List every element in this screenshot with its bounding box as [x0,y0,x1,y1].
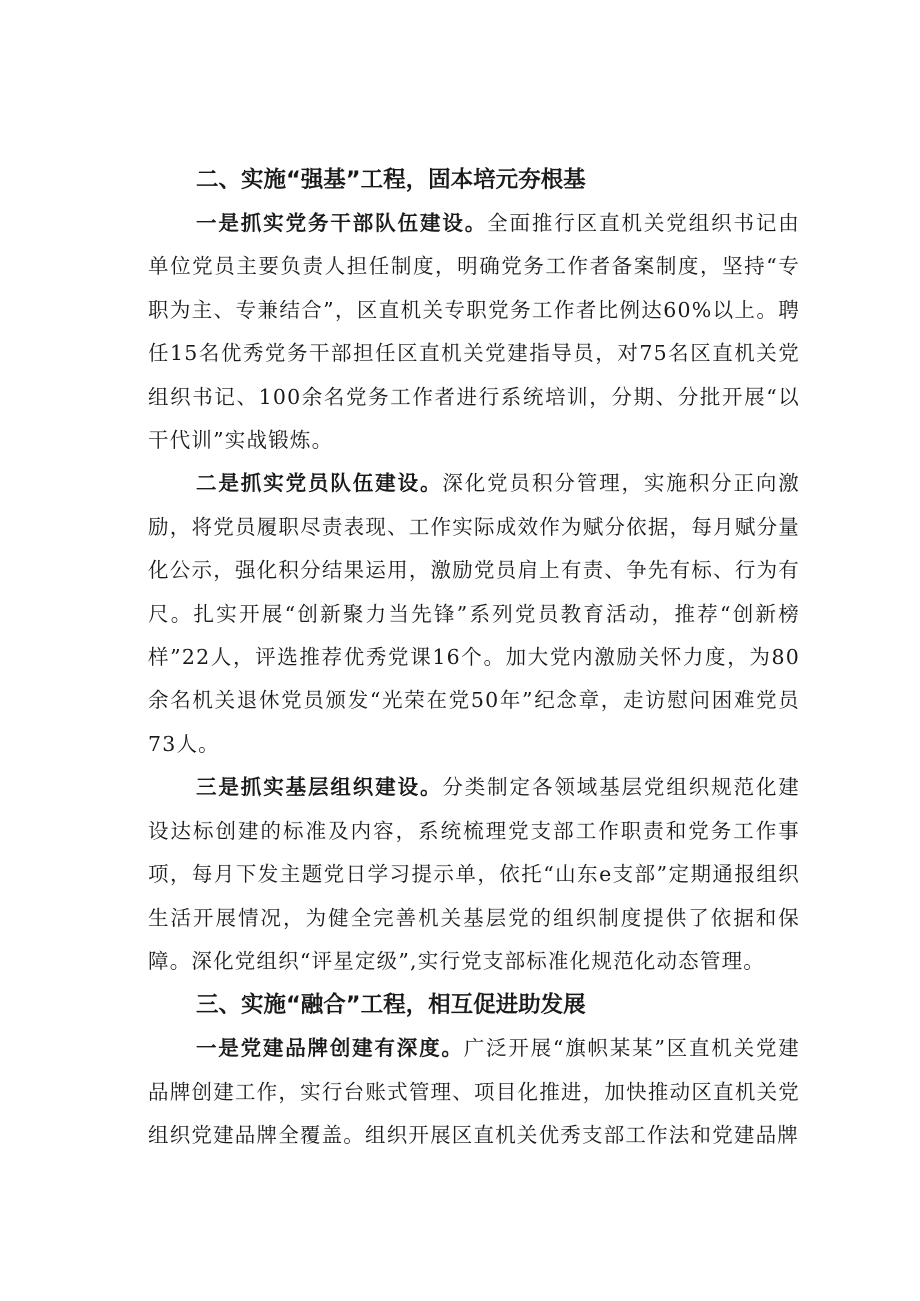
paragraph-grassroots-organizations [148,766,800,983]
paragraph-lead: 三是抓实基层组织建设。 [196,775,443,800]
section-heading-integration: 三、实施“融合”工程，相互促进助发展 [196,992,586,1019]
section-heading-strong-foundation: 二、实施“强基”工程，固本培元夯根基 [196,167,586,193]
paragraph-party-members [148,462,800,766]
paragraph-body: 全面推行区直机关党组织书记由单位党员主要负责人担任制度，明确党务工作者备案制度，坚持“专职为主、专兼结合”，区直机关专职党务工作者比例达60%以上。聘任15名优秀党务干部担任区直机关党建指导员，对75名区直机关党组织书记、100余名党务工作者进行系统培训，分期、分批开展“以干代训”实战锻炼。 [148,211,800,453]
paragraph-body: 深化党员积分管理，实施积分正向激励，将党员履职尽责表现、工作实际成效作为赋分依据，每月赋分量化公示，强化积分结果运用，激励党员肩上有责、争先有标、行为有尺。扎实开展“创新聚力当先锋”系列党员教育活动，推荐“创新榜样”22人，评选推荐优秀党课16个。加大党内激励关怀力度，为80余名机关退休党员颁发“光荣在党50年”纪念章，走访慰问困难党员73人。 [148,471,800,756]
paragraph-party-brand [148,1027,800,1157]
paragraph-lead: 一是抓实党务干部队伍建设。 [196,211,488,235]
document-body [148,158,800,1158]
paragraph-lead: 二是抓实党员队伍建设。 [196,471,443,496]
paragraph-lead: 一是党建品牌创建有深度。 [196,1036,464,1061]
paragraph-body: 分类制定各领域基层党组织规范化建设达标创建的标准及内容，系统梳理党支部工作职责和党务工作事项，每月下发主题党日学习提示单，依托“山东e支部”定期通报组织生活开展情况，为健全完善机关基层党的组织制度提供了依据和保障。深化党组织“评星定级”,实行党支部标准化规范化动态管理。 [148,775,800,973]
paragraph-party-cadres [148,202,800,462]
paragraph-body: 广泛开展“旗帜某某”区直机关党建品牌创建工作，实行台账式管理、项目化推进，加快推动区直机关党组织党建品牌全覆盖。组织开展区直机关优秀支部工作法和党建品牌 [148,1036,800,1148]
